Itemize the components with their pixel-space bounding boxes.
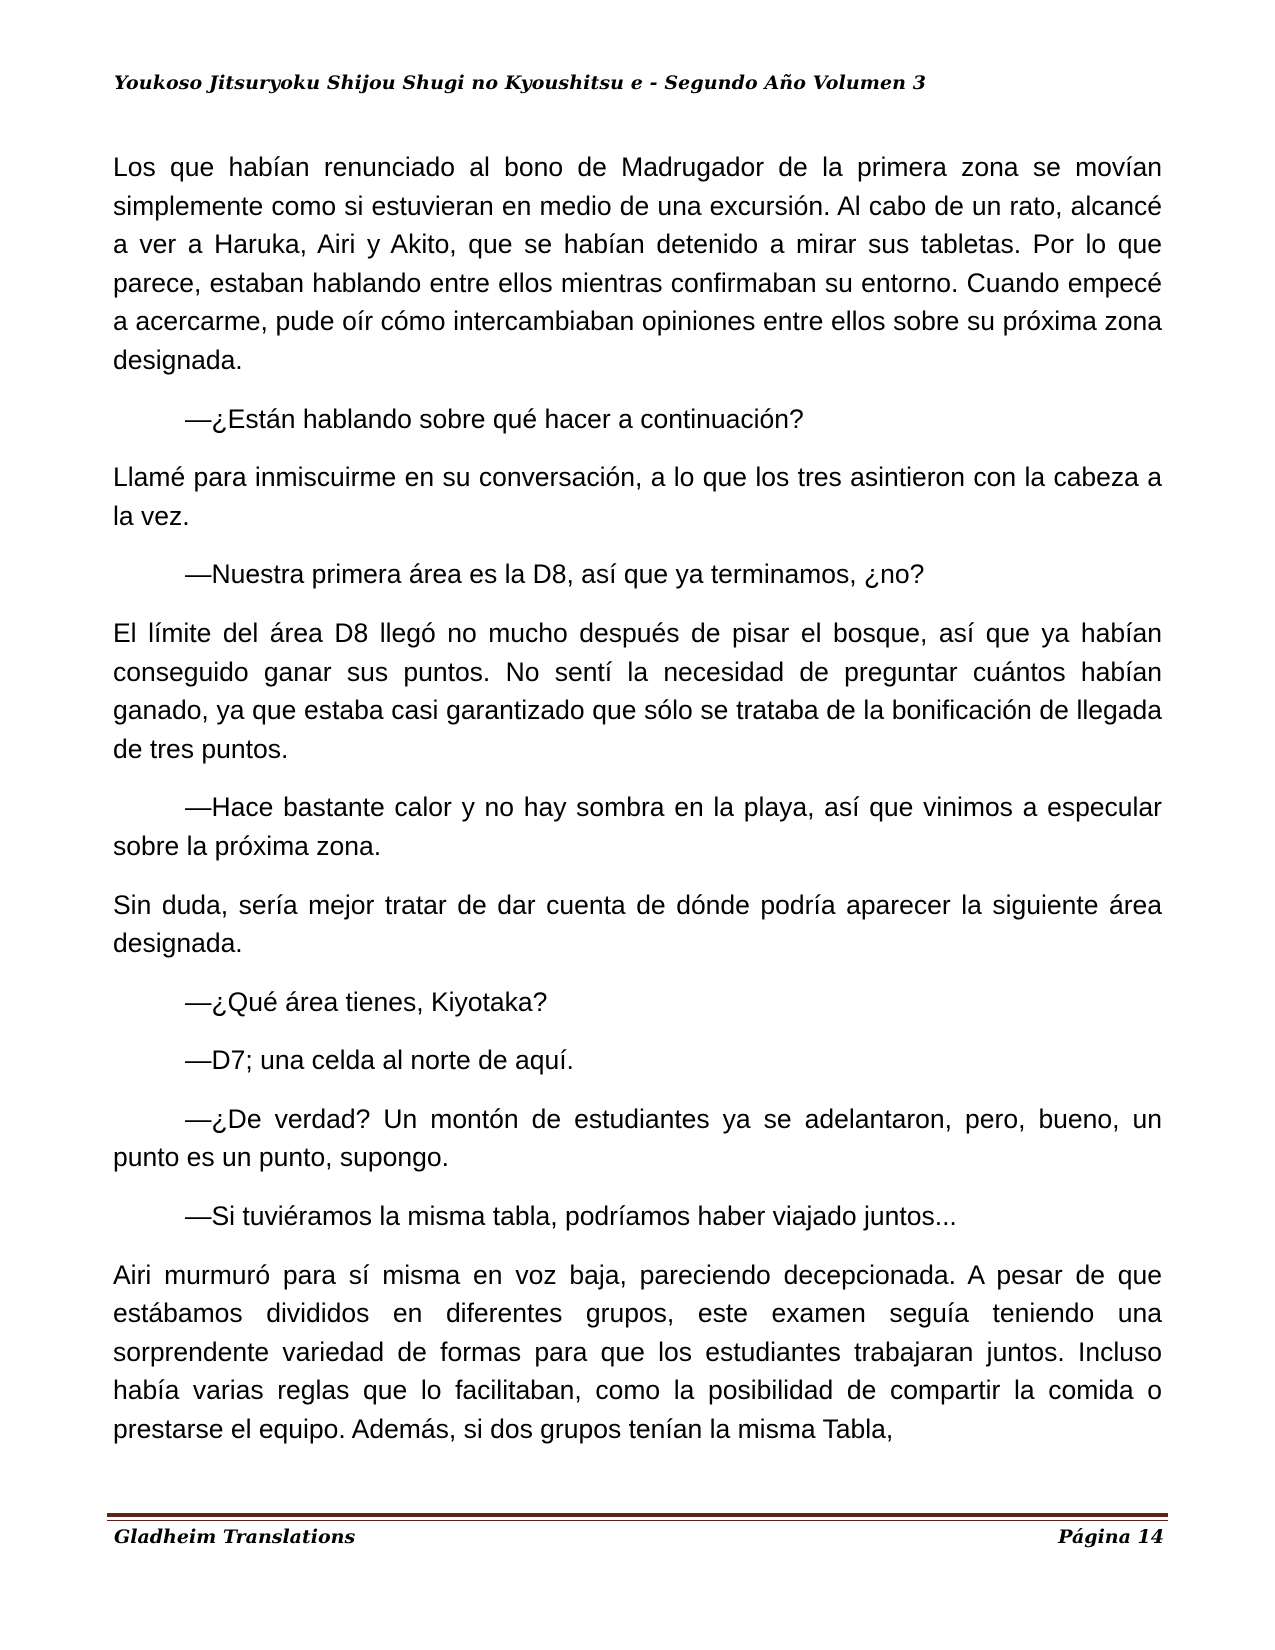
body-text bbox=[113, 148, 1162, 1469]
footer-divider-thin bbox=[107, 1520, 1168, 1521]
paragraph-narration: El límite del área D8 llegó no mucho después de pisar el bosque, así que ya habían conseguido ganar sus puntos. No sentí la necesidad de preguntar cuántos habían ganado, ya que estaba casi garantizado que sólo se trataba de la bonificación de llegada de tres puntos. bbox=[113, 617, 1162, 764]
paragraph-narration: Airi murmuró para sí misma en voz baja, pareciendo decepcionada. A pesar de que estábamos divididos en diferentes grupos, este examen seguía teniendo una sorprendente variedad de formas para que los estudiantes trabajaran juntos. Incluso había varias reglas que lo facilitaban, como la posibilidad de compartir la comida o prestarse el equipo. Además, si dos grupos tenían la misma Tabla, bbox=[113, 1259, 1162, 1445]
page-header: Youkoso Jitsuryoku Shijou Shugi no Kyoushitsu e - Segundo Año Volumen 3 bbox=[114, 72, 927, 94]
paragraph-dialogue: —¿Qué área tienes, Kiyotaka? bbox=[185, 986, 548, 1017]
paragraph-narration: Llamé para inmiscuirme en su conversación, a lo que los tres asintieron con la cabeza a la vez. bbox=[113, 462, 1162, 531]
paragraph-narration: Los que habían renunciado al bono de Madrugador de la primera zona se movían simplemente como si estuvieran en medio de una excursión. Al cabo de un rato, alcancé a ver a Haruka, Airi y Akito, que se habían detenido a mirar sus tabletas. Por lo que parece, estaban hablando entre ellos mientras confirmaban su entorno. Cuando empecé a acercarme, pude oír cómo intercambiaban opiniones entre ellos sobre su próxima zona designada. bbox=[113, 152, 1162, 375]
paragraph-dialogue: —Nuestra primera área es la D8, así que ya terminamos, ¿no? bbox=[185, 559, 925, 590]
footer-translator: Gladheim Translations bbox=[114, 1526, 356, 1548]
paragraph-dialogue: —D7; una celda al norte de aquí. bbox=[185, 1045, 574, 1076]
footer-divider bbox=[107, 1513, 1168, 1517]
paragraph-narration: Sin duda, sería mejor tratar de dar cuenta de dónde podría aparecer la siguiente área designada. bbox=[113, 889, 1162, 959]
footer-page-number: Página 14 bbox=[1058, 1526, 1164, 1548]
paragraph-dialogue: —¿De verdad? Un montón de estudiantes ya se adelantaron, pero, bueno, un punto es un punto, supongo. bbox=[113, 1103, 1162, 1173]
paragraph-dialogue: —Si tuviéramos la misma tabla, podríamos haber viajado juntos... bbox=[185, 1201, 957, 1232]
paragraph-dialogue: —¿Están hablando sobre qué hacer a continuación? bbox=[185, 403, 804, 434]
paragraph-dialogue: —Hace bastante calor y no hay sombra en la playa, así que vinimos a especular sobre la próxima zona. bbox=[113, 792, 1162, 861]
